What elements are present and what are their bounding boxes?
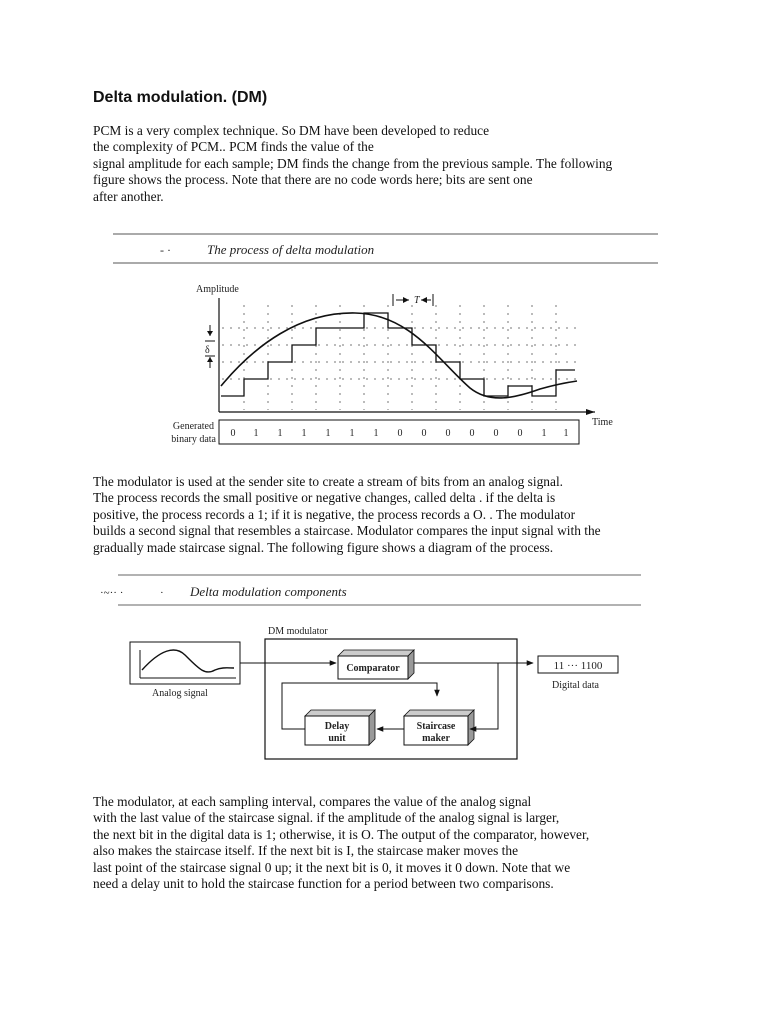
analog-wave <box>142 650 234 672</box>
delay-unit-side <box>369 710 375 745</box>
bit: 0 <box>517 428 523 439</box>
period-label: T <box>414 295 420 306</box>
bit: 0 <box>493 428 499 439</box>
staircase-maker-side <box>468 710 474 745</box>
paragraph-line: gradually made staircase signal. The following figure shows a diagram of the process. <box>93 539 554 555</box>
bit: 0 <box>397 428 403 439</box>
staircase-maker-label: maker <box>422 733 450 744</box>
delay-unit-top <box>305 710 375 716</box>
mini-axes <box>140 650 236 678</box>
paragraph-line: after another. <box>93 188 164 204</box>
bit: 1 <box>349 428 355 439</box>
paragraph-line: also makes the staircase itself. If the next bit is I, the staircase maker moves the <box>93 843 519 859</box>
bit: 0 <box>230 428 236 439</box>
paragraph-line: figure shows the process. Note that there are no code words here; bits are sent one <box>93 172 533 188</box>
bit: 1 <box>301 428 307 439</box>
bit: 0 <box>445 428 451 439</box>
comparator-top <box>338 650 414 656</box>
bit: 1 <box>277 428 283 439</box>
staircase-maker-top <box>404 710 474 716</box>
dm-modulator-label: DM modulator <box>268 626 328 637</box>
paragraph-line: the next bit in the digital data is 1; otherwise, it is O. The output of the comparator, however, <box>93 826 590 842</box>
paragraph-line: The modulator, at each sampling interval, compares the value of the analog signal <box>93 794 532 809</box>
paragraph-line: signal amplitude for each sample; DM finds the change from the previous sample. The following <box>93 155 613 171</box>
paragraph-line: last point of the staircase signal 0 up; it the next bit is 0, it moves it 0 down. Note that we <box>93 859 571 875</box>
paragraph-line: The process records the small positive or negative changes, called delta . if the delta is <box>93 490 556 506</box>
figure-number-mark: ·~·· · <box>100 587 124 599</box>
delay-unit-label: Delay <box>324 721 350 732</box>
staircase-maker-label: Staircase <box>416 721 456 732</box>
bit: 1 <box>563 428 569 439</box>
digital-bits: 11 ··· 1100 <box>553 660 603 672</box>
paragraph-line: The modulator is used at the sender site to create a stream of bits from an analog signal. <box>93 474 564 489</box>
figure1-caption: The process of delta modulation <box>207 242 375 257</box>
page-title: Delta modulation. (DM) <box>93 89 268 106</box>
figure-number-mark: · <box>160 587 164 599</box>
paragraph-line: PCM is a very complex technique. So DM have been developed to reduce <box>93 123 490 138</box>
paragraph-line: need a delay unit to hold the staircase function for a period between two comparisons. <box>93 876 554 892</box>
binary-data-label: binary data <box>171 434 216 445</box>
figure2-caption: Delta modulation components <box>190 584 347 599</box>
amplitude-axis-label: Amplitude <box>196 284 239 295</box>
paragraph-line: builds a second signal that resembles a staircase. Modulator compares the input signal with the <box>93 523 601 539</box>
bit: 1 <box>373 428 379 439</box>
paragraph-line: positive, the process records a 1; if it is negative, the process records a O. . The modulator <box>93 506 576 522</box>
bit: 1 <box>253 428 259 439</box>
analog-signal-label: Analog signal <box>152 688 208 699</box>
paragraph-line: with the last value of the staircase signal. if the amplitude of the analog signal is larger, <box>93 810 560 826</box>
paragraph-line: the complexity of PCM.. PCM finds the value of the <box>93 139 374 155</box>
generated-label: Generated <box>172 421 214 432</box>
bit: 0 <box>421 428 427 439</box>
bit: 1 <box>325 428 331 439</box>
comparator-label: Comparator <box>346 663 400 674</box>
digital-data-label: Digital data <box>552 680 599 691</box>
delay-unit-label: unit <box>328 733 346 744</box>
time-axis-label: Time <box>592 417 613 428</box>
bit: 1 <box>541 428 547 439</box>
bit: 0 <box>469 428 475 439</box>
comparator-paragraph <box>93 794 589 892</box>
figure-number-mark: - · <box>160 243 171 257</box>
delta-label: δ <box>205 345 210 356</box>
